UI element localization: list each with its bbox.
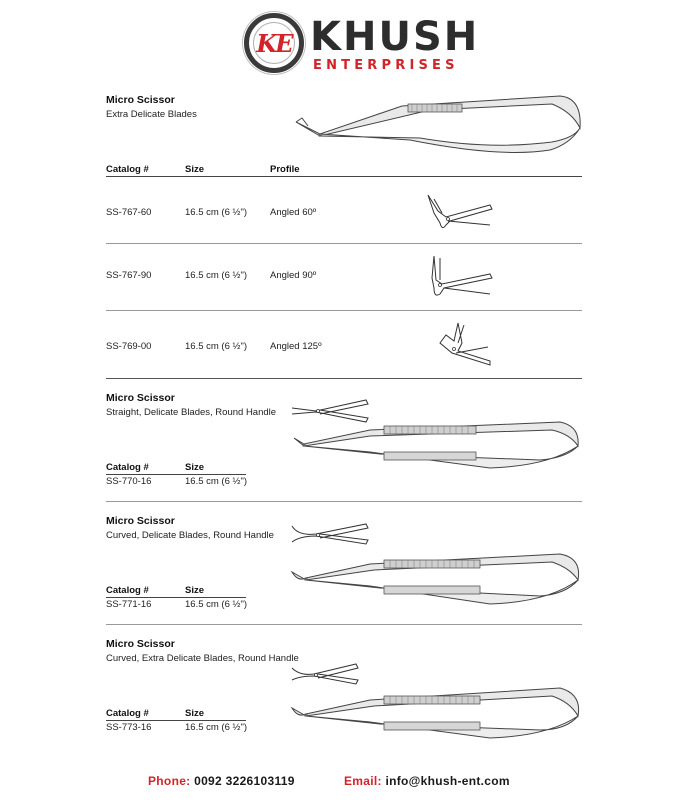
- row-profile: Angled 90º: [270, 270, 317, 281]
- row-profile: Angled 125º: [270, 341, 322, 352]
- section-3-title: Micro Scissor: [106, 515, 175, 527]
- micro-scissor-illustration: [290, 418, 582, 470]
- row-catalog: SS-767-60: [106, 207, 152, 218]
- section-4-title: Micro Scissor: [106, 638, 175, 650]
- section-divider: [106, 378, 582, 379]
- section-4-header-divider: [106, 720, 246, 721]
- section-divider: [106, 501, 582, 502]
- section-3-header-divider: [106, 597, 246, 598]
- row-size: 16.5 cm (6 ½"): [185, 722, 247, 733]
- row-size: 16.5 cm (6 ½"): [185, 599, 247, 610]
- section-2-subtitle: Straight, Delicate Blades, Round Handle: [106, 407, 277, 418]
- table-row: [106, 244, 582, 310]
- section-1-header-catalog: Catalog #: [106, 164, 149, 175]
- brand-logo: [244, 13, 304, 73]
- row-size: 16.5 cm (6 ½"): [185, 270, 247, 281]
- micro-scissor-illustration: [290, 550, 582, 606]
- section-4-header-catalog: Catalog #: [106, 708, 149, 719]
- angled-90-tip-icon: [428, 254, 496, 302]
- section-2-header-size: Size: [185, 462, 205, 473]
- micro-scissor-illustration: [290, 92, 590, 164]
- section-4-header-size: Size: [185, 708, 205, 719]
- email-label: Email:: [344, 774, 382, 788]
- section-4-subtitle: Curved, Extra Delicate Blades, Round Handle: [106, 653, 299, 664]
- phone-label: Phone:: [148, 774, 191, 788]
- section-divider: [106, 624, 582, 625]
- section-1-subtitle: Extra Delicate Blades: [106, 109, 197, 120]
- row-catalog: SS-767-90: [106, 270, 152, 281]
- micro-scissor-illustration: [290, 684, 582, 740]
- row-profile: Angled 60º: [270, 207, 317, 218]
- section-2-header-catalog: Catalog #: [106, 462, 149, 473]
- table-row: [106, 177, 582, 243]
- brand-name: KHUSH: [310, 14, 480, 60]
- row-size: 16.5 cm (6 ½"): [185, 341, 247, 352]
- row-size: 16.5 cm (6 ½"): [185, 476, 247, 487]
- curved-extra-delicate-tip-icon: [290, 662, 360, 686]
- angled-60-tip-icon: [424, 191, 496, 235]
- row-catalog: SS-771-16: [106, 599, 152, 610]
- row-catalog: SS-773-16: [106, 722, 152, 733]
- row-size: 16.5 cm (6 ½"): [185, 207, 247, 218]
- row-catalog: SS-769-00: [106, 341, 152, 352]
- curved-tip-detail-icon: [290, 522, 370, 546]
- section-2-header-divider: [106, 474, 246, 475]
- section-1-header-size: Size: [185, 164, 205, 175]
- footer-phone: [148, 774, 295, 788]
- logo-monogram: KE: [256, 28, 292, 58]
- section-2-title: Micro Scissor: [106, 392, 175, 404]
- brand-tagline: ENTERPRISES: [313, 58, 459, 73]
- table-row: [106, 311, 582, 377]
- email-address[interactable]: info@khush-ent.com: [385, 774, 510, 788]
- section-3-header-size: Size: [185, 585, 205, 596]
- section-3-header-catalog: Catalog #: [106, 585, 149, 596]
- footer-email: [344, 774, 510, 788]
- row-catalog: SS-770-16: [106, 476, 152, 487]
- section-1-title: Micro Scissor: [106, 94, 175, 106]
- angled-125-tip-icon: [436, 319, 494, 371]
- section-1-header-profile: Profile: [270, 164, 300, 175]
- phone-number[interactable]: 0092 3226103119: [194, 774, 295, 788]
- section-3-subtitle: Curved, Delicate Blades, Round Handle: [106, 530, 274, 541]
